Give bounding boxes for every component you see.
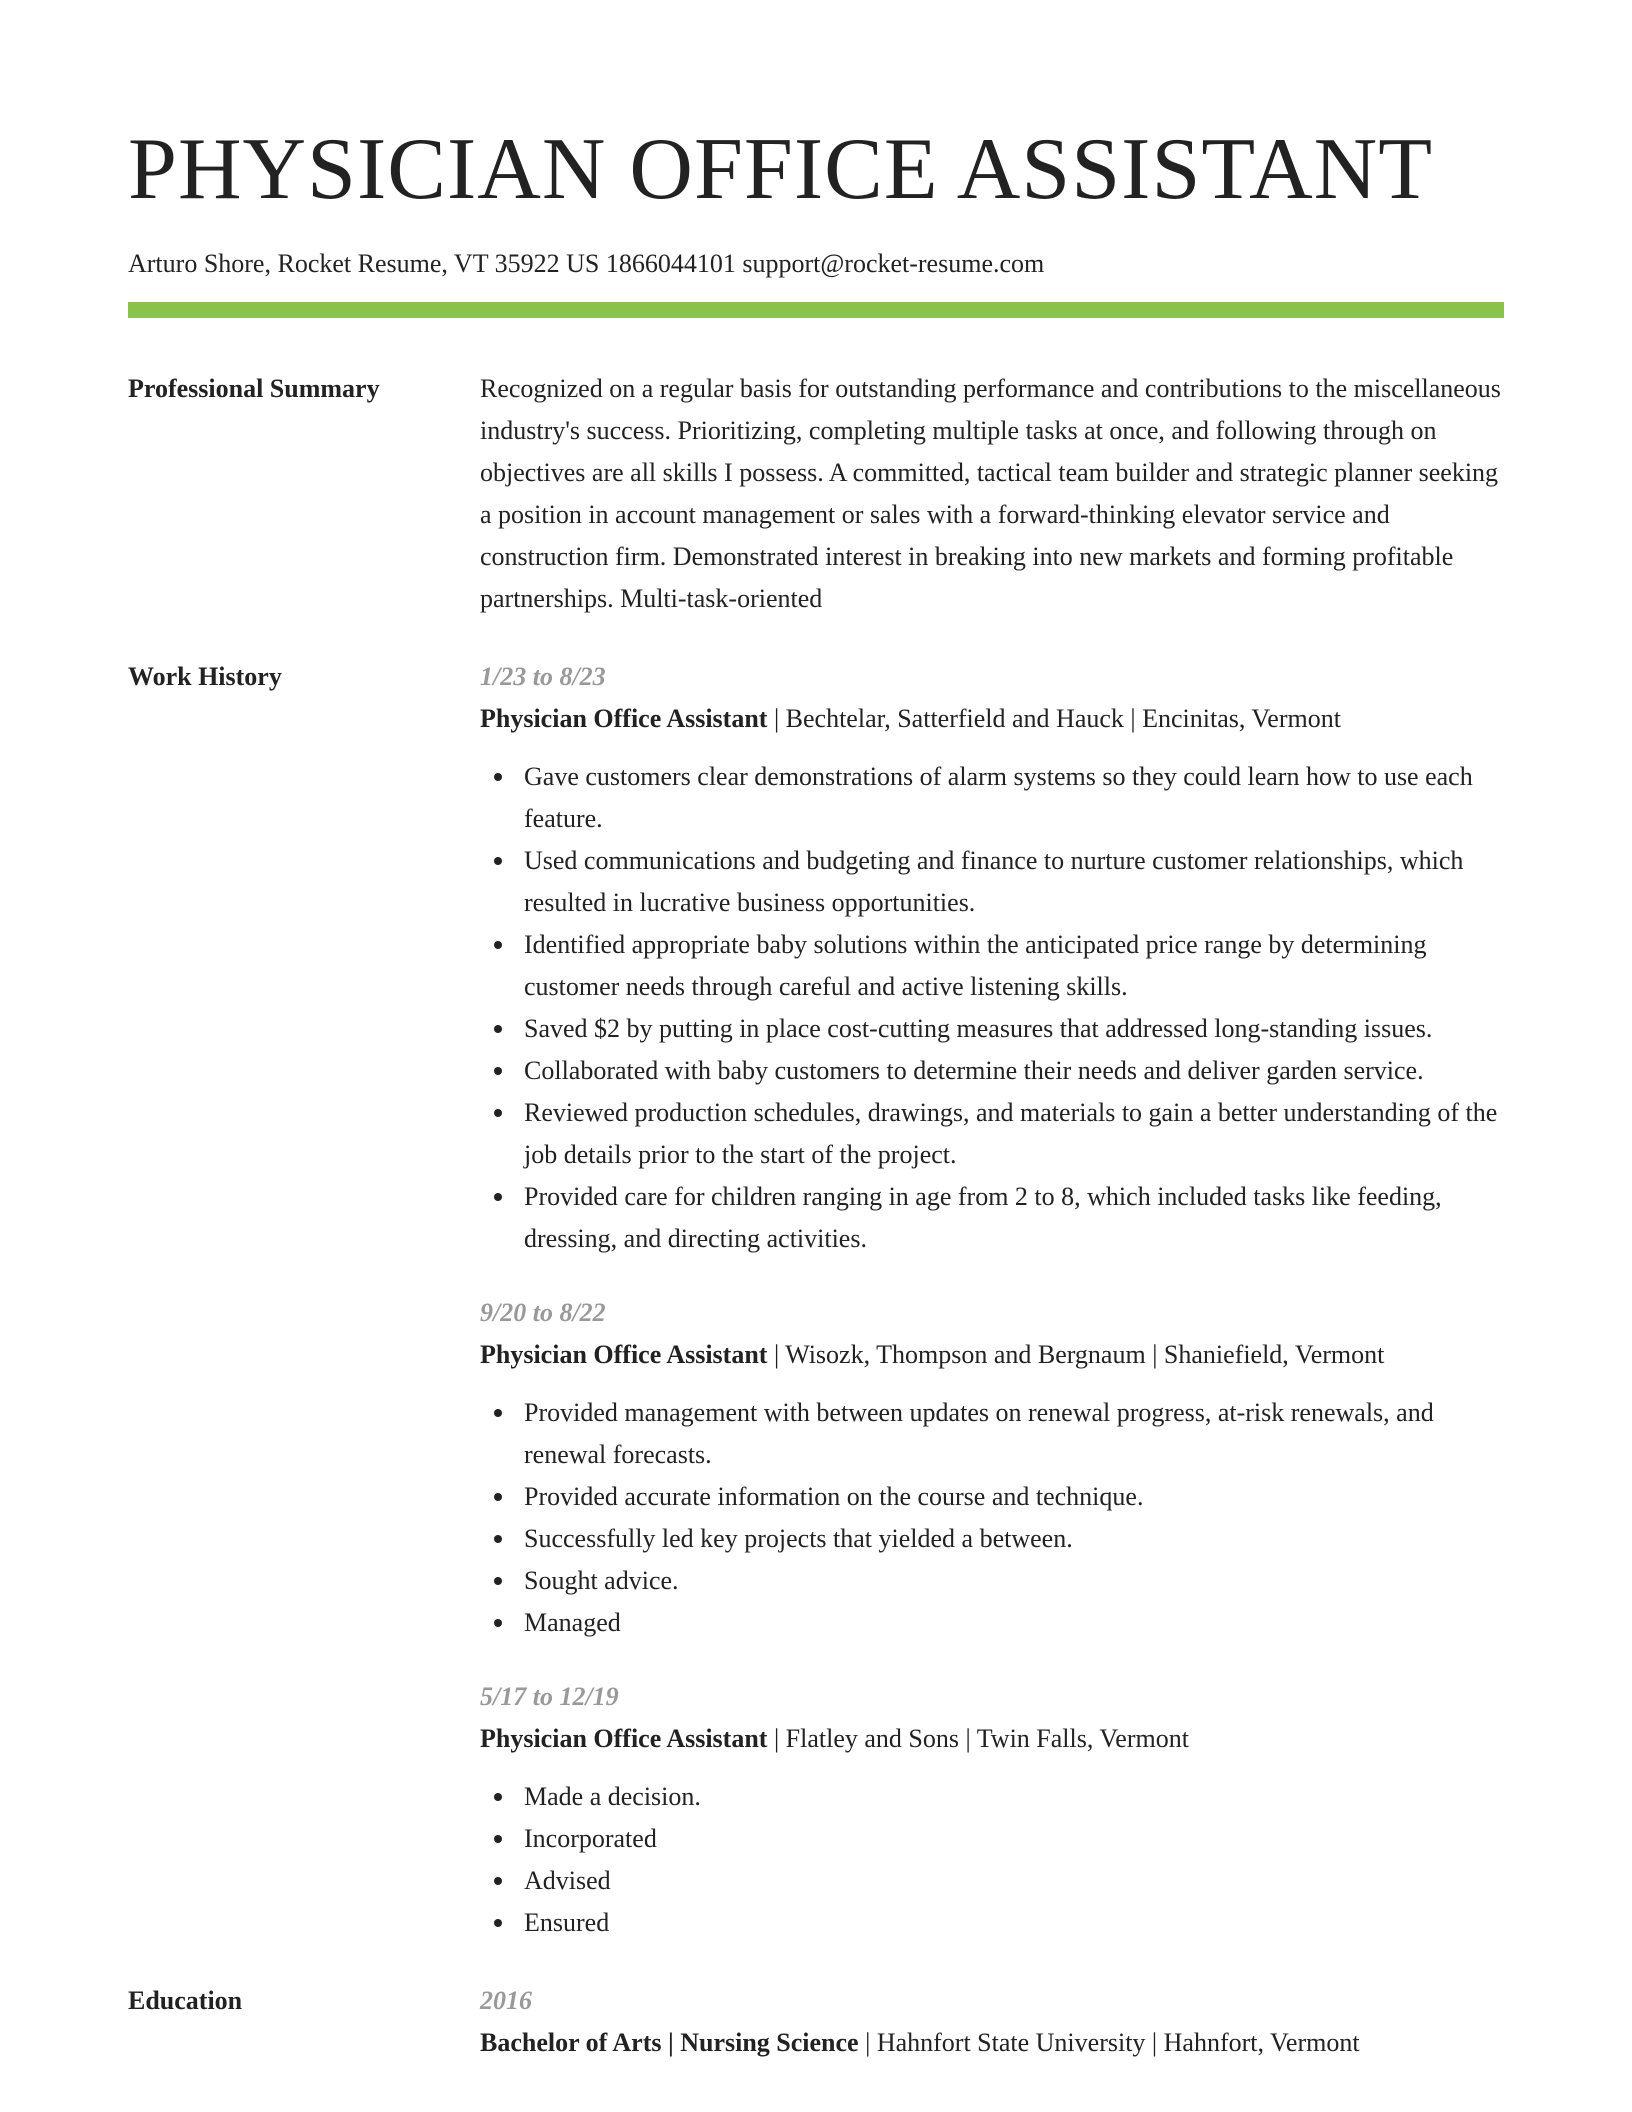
education-dates: 2016 [480,1986,532,2015]
list-item: Gave customers clear demonstrations of alarm systems so they could learn how to use each feature. [480,756,1504,840]
work-history-section [128,656,1504,1944]
list-item: Successfully led key projects that yielded a between. [480,1518,1504,1560]
degree-title: Bachelor of Arts | Nursing Science [480,2028,859,2057]
list-item: Incorporated [480,1818,1504,1860]
list-item: Ensured [480,1902,1504,1944]
summary-heading: Professional Summary [128,374,380,403]
job-dates: 5/17 to 12/19 [480,1682,619,1711]
list-item: Saved $2 by putting in place cost-cutting measures that addressed long-standing issues. [480,1008,1504,1050]
resume-page [128,120,1504,2064]
job-bullets [480,1776,1504,1944]
summary-section [128,368,1504,620]
job-bullets [480,756,1504,1260]
list-item: Made a decision. [480,1776,1504,1818]
job-dates: 9/20 to 8/22 [480,1298,606,1327]
job-title: Physician Office Assistant [480,1724,768,1753]
list-item: Provided accurate information on the course and technique. [480,1476,1504,1518]
summary-text: Recognized on a regular basis for outstanding performance and contributions to the miscellaneous industry's success. Prioritizing, completing multiple tasks at once, and following through on objectives are all skills I possess. A committed, tactical team builder and strategic planner seeking a position in account management or sales with a forward-thinking elevator service and construction firm. Demonstrated interest in breaking into new markets and forming profitable partnerships. Multi-task-oriented [480,374,1501,613]
work-history-heading: Work History [128,662,282,691]
job-details: | Wisozk, Thompson and Bergnaum | Shaniefield, Vermont [767,1340,1385,1369]
job-heading [480,698,1504,740]
school-details: | Hahnfort State University | Hahnfort, Vermont [858,2028,1360,2057]
resume-title: PHYSICIAN OFFICE ASSISTANT [128,121,1433,218]
contact-line: Arturo Shore, Rocket Resume, VT 35922 US 1866044101 support@rocket-resume.com [128,249,1045,278]
job-heading [480,1718,1504,1760]
education-heading-line [480,2022,1504,2064]
job-entry [480,1676,1504,1944]
list-item: Identified appropriate baby solutions within the anticipated price range by determining customer needs through careful and active listening skills. [480,924,1504,1008]
education-section [128,1980,1504,2064]
job-dates: 1/23 to 8/23 [480,662,606,691]
list-item: Provided care for children ranging in age from 2 to 8, which included tasks like feeding, dressing, and directing activities. [480,1176,1504,1260]
list-item: Advised [480,1860,1504,1902]
list-item: Provided management with between updates on renewal progress, at-risk renewals, and renewal forecasts. [480,1392,1504,1476]
job-entry [480,1292,1504,1644]
education-body [480,1980,1504,2064]
work-history-body [480,656,1504,1944]
list-item: Sought advice. [480,1560,1504,1602]
education-heading: Education [128,1986,243,2015]
job-entry [480,656,1504,1260]
list-item: Collaborated with baby customers to determine their needs and deliver garden service. [480,1050,1504,1092]
list-item: Used communications and budgeting and finance to nurture customer relationships, which resulted in lucrative business opportunities. [480,840,1504,924]
job-title: Physician Office Assistant [480,704,768,733]
job-heading [480,1334,1504,1376]
job-title: Physician Office Assistant [480,1340,768,1369]
list-item: Reviewed production schedules, drawings, and materials to gain a better understanding of the job details prior to the start of the project. [480,1092,1504,1176]
job-details: | Flatley and Sons | Twin Falls, Vermont [767,1724,1189,1753]
job-details: | Bechtelar, Satterfield and Hauck | Encinitas, Vermont [767,704,1341,733]
accent-divider [128,302,1504,318]
job-bullets [480,1392,1504,1644]
list-item: Managed [480,1602,1504,1644]
